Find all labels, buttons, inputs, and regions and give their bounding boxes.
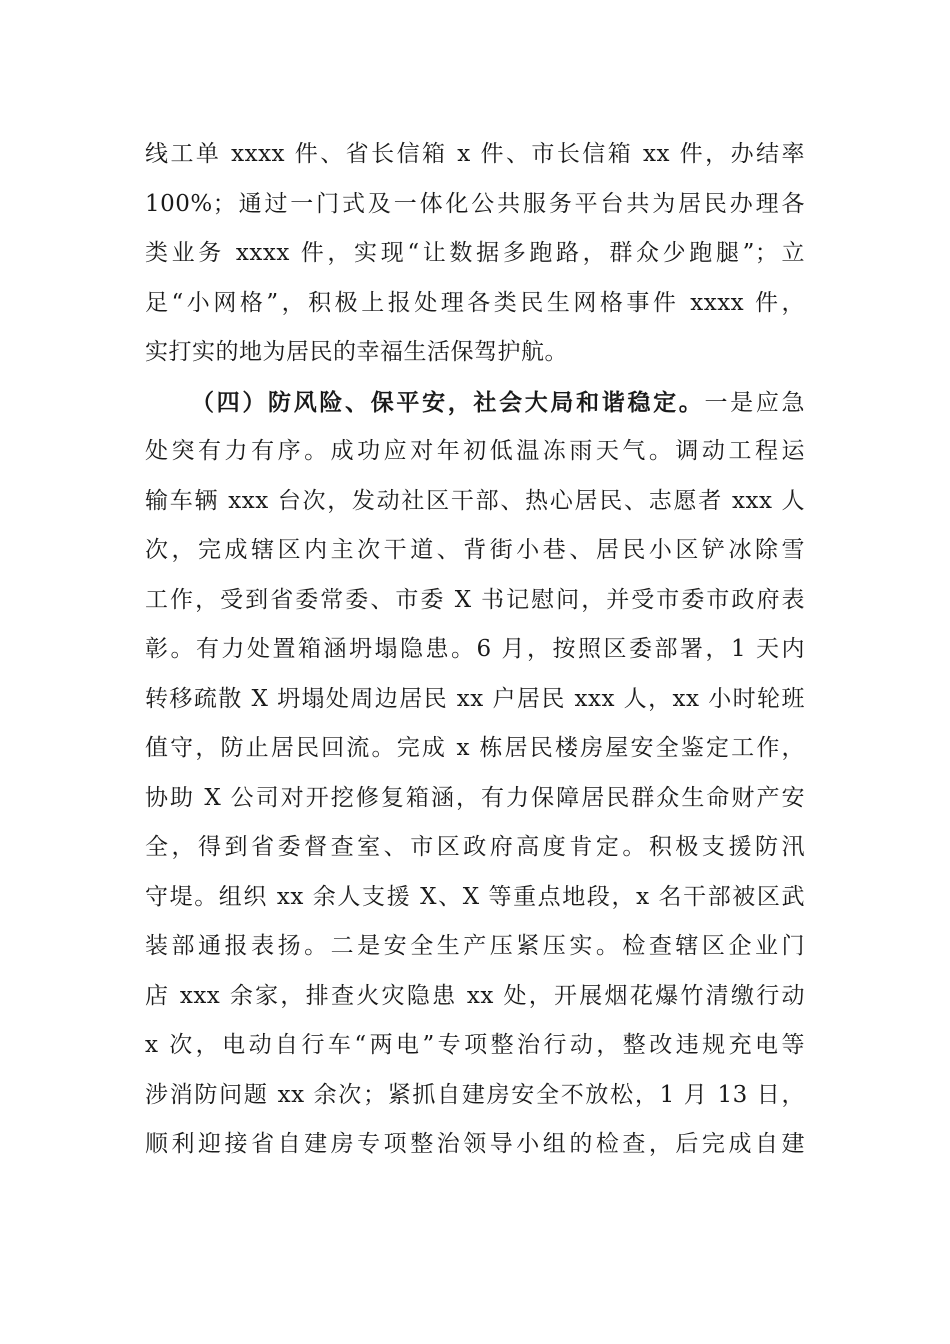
text-line: 实打实的地为居民的幸福生活保驾护航。 — [145, 339, 568, 365]
section-heading-line — [145, 378, 805, 428]
text-line: 输车辆 xxx 台次，发动社区干部、热心居民、志愿者 xxx 人 — [145, 487, 805, 514]
text-line: 工作，受到省委常委、市委 X 书记慰问，并受市委市政府表 — [145, 586, 805, 613]
section-heading: （四）防风险、保平安，社会大局和谐稳定。 — [191, 388, 705, 416]
text-line: 店 xxx 余家，排查火灾隐患 xx 处，开展烟花爆竹清缴行动 — [145, 982, 805, 1009]
text-line: 类业务 xxxx 件，实现“让数据多跑路，群众少跑腿”；立 — [145, 240, 805, 266]
text-line: 涉消防问题 xx 余次；紧抓自建房安全不放松，1 月 13 日， — [145, 1081, 805, 1108]
text-line: 值守，防止居民回流。完成 x 栋居民楼房屋安全鉴定工作， — [145, 735, 805, 761]
text-line: 转移疏散 X 坍塌处周边居民 xx 户居民 xxx 人，xx 小时轮班 — [145, 685, 805, 712]
body-text — [145, 130, 805, 1170]
text-line: 协助 X 公司对开挖修复箱涵，有力保障居民群众生命财产安 — [145, 784, 805, 811]
text-line: 100%；通过一门式及一体化公共服务平台共为居民办理各 — [145, 190, 805, 217]
text-line: 全，得到省委督查室、市区政府高度肯定。积极支援防汛 — [145, 834, 805, 860]
text-line: 顺利迎接省自建房专项整治领导小组的检查，后完成自建 — [145, 1131, 805, 1157]
text-line: 次，完成辖区内主次干道、背街小巷、居民小区铲冰除雪 — [145, 537, 805, 563]
text-line: 足“小网格”，积极上报处理各类民生网格事件 xxxx 件， — [145, 289, 805, 316]
text-line: 彰。有力处置箱涵坍塌隐患。6 月，按照区委部署，1 天内 — [145, 636, 805, 662]
text-line: 装部通报表扬。二是安全生产压紧压实。检查辖区企业门 — [145, 933, 805, 959]
text-line: 处突有力有序。成功应对年初低温冻雨天气。调动工程运 — [145, 438, 805, 464]
text-span: 一是应急 — [704, 389, 806, 416]
text-line: 线工单 xxxx 件、省长信箱 x 件、市长信箱 xx 件，办结率 — [145, 141, 805, 167]
text-line: 守堤。组织 xx 余人支援 X、X 等重点地段，x 名干部被区武 — [145, 883, 805, 910]
text-line: x 次，电动自行车“两电”专项整治行动，整改违规充电等 — [145, 1032, 805, 1058]
